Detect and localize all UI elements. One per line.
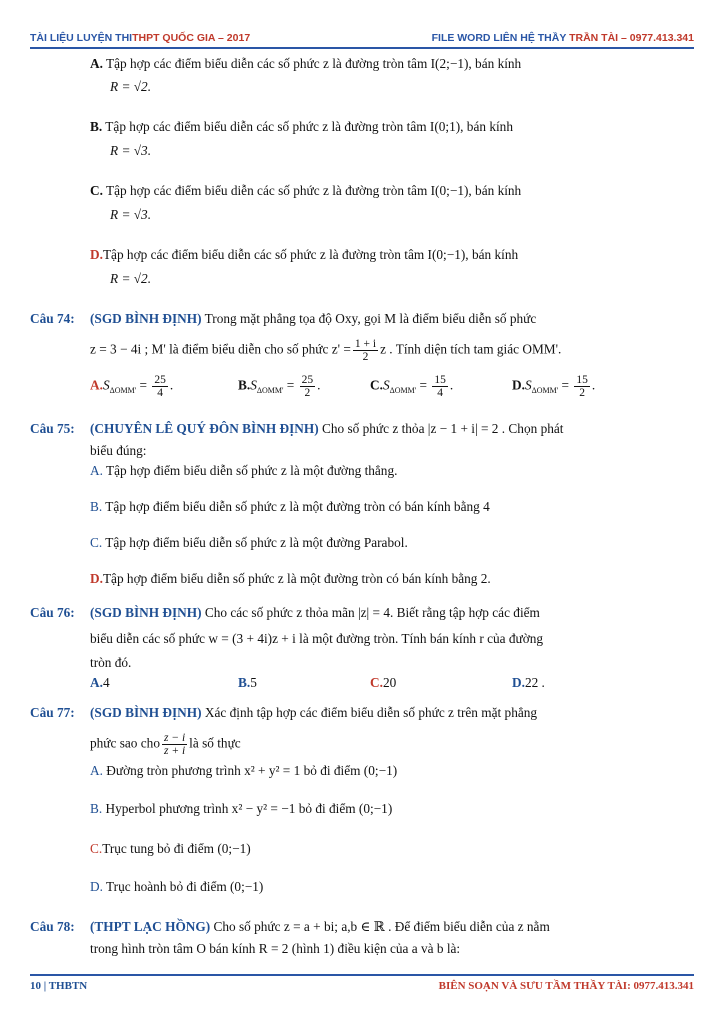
footer-page-number: 10 | THBTN — [30, 980, 88, 992]
header-divider — [30, 47, 694, 49]
q77-fraction: $\frac{z - i}{z + i}$ — [163, 732, 186, 757]
q77-option-b: B. Hyperbol phương trình x² − y² = −1 bỏ đi điểm (0;−1) — [90, 801, 393, 816]
q73-option-b: B. Tập hợp các điểm biểu diễn các số phức z là đường tròn tâm I(0;1), bán kính — [90, 119, 513, 134]
q74-label: Câu 74: — [30, 311, 75, 326]
q75-label: Câu 75: — [30, 421, 75, 436]
q76-line3: tròn đó. — [90, 655, 132, 670]
q73-option-a: A. Tập hợp các điểm biểu diễn các số phức z là đường tròn tâm I(2;−1), bán kính — [90, 56, 522, 71]
q74-line2: z = 3 − 4i ; M' là điểm biểu diễn cho số phức z' = $\frac{1 + i}{2}$ z . Tính diện tích tam giác OMM'. — [90, 338, 562, 363]
q77-line1: (SGD BÌNH ĐỊNH) Xác định tập hợp các điểm biểu diễn số phức z trên mặt phẳng — [90, 705, 538, 720]
q75-line1: (CHUYÊN LÊ QUÝ ĐÔN BÌNH ĐỊNH) Cho số phức z thỏa |z − 1 + i| = 2 . Chọn phát — [90, 421, 564, 436]
q75-option-a: A. Tập hợp điểm biểu diễn số phức z là một đường thẳng. — [90, 463, 398, 478]
q75-option-b: B. Tập hợp điểm biểu diễn số phức z là một đường tròn có bán kính bằng 4 — [90, 499, 490, 514]
q76-line1: (SGD BÌNH ĐỊNH) Cho các số phức z thỏa mãn |z| = 4. Biết rằng tập hợp các điểm — [90, 605, 540, 620]
q75-option-c: C. Tập hợp điểm biểu diễn số phức z là một đường Parabol. — [90, 535, 408, 550]
q74-option-d: $D.S_{\Delta OMM'}$ = $\frac{15}{2}$ . — [512, 374, 596, 399]
q77-option-c: C.Trục tung bỏ đi điểm (0;−1) — [90, 841, 251, 856]
q74-option-c: $C.S_{\Delta OMM'}$ = $\frac{15}{4}$ . — [370, 374, 454, 399]
q73-option-d: D.Tập hợp các điểm biểu diễn các số phức z là đường tròn tâm I(0;−1), bán kính — [90, 247, 519, 262]
q77-label: Câu 77: — [30, 705, 75, 720]
q74-fraction: $\frac{1 + i}{2}$ — [354, 338, 377, 363]
q75-line2: biểu đúng: — [90, 443, 147, 458]
q74-option-a: $A.S_{\Delta OMM'}$ = $\frac{25}{4}$ . — [90, 374, 174, 399]
q73-option-b-radius: R = √3. — [110, 143, 152, 158]
q76-option-a: A.4 — [90, 675, 110, 690]
q76-option-d: D.22 . — [512, 675, 545, 690]
q73-option-a-radius: R = √2. — [110, 79, 152, 94]
q73-option-c: C. Tập hợp các điểm biểu diễn các số phức z là đường tròn tâm I(0;−1), bán kính — [90, 183, 522, 198]
header-right: FILE WORD LIÊN HỆ THẦY TRẦN TÀI – 0977.413.341 — [431, 32, 694, 44]
q74-option-b: $B.S_{\Delta OMM'}$ = $\frac{25}{2}$ . — [238, 374, 321, 399]
q74-line1: (SGD BÌNH ĐỊNH) Trong mặt phẳng tọa độ Oxy, gọi M là điểm biểu diễn số phức — [90, 311, 537, 326]
header-left: TÀI LIỆU LUYỆN THITHPT QUỐC GIA – 2017 — [30, 32, 251, 44]
q76-option-b: B.5 — [238, 675, 257, 690]
q77-option-d: D. Trục hoành bỏ đi điểm (0;−1) — [90, 879, 264, 894]
q76-label: Câu 76: — [30, 605, 75, 620]
q78-line1: (THPT LẠC HỒNG) Cho số phức z = a + bi; a,b ∈ ℝ . Để điểm biểu diễn của z nằm — [90, 919, 550, 934]
q73-option-d-radius: R = √2. — [110, 271, 152, 286]
q76-line2: biểu diễn các số phức w = (3 + 4i)z + i là một đường tròn. Tính bán kính r của đường — [90, 631, 544, 646]
footer-divider — [30, 974, 694, 976]
q77-line2: phức sao cho $\frac{z - i}{z + i}$ là số thực — [90, 732, 241, 757]
q73-option-c-radius: R = √3. — [110, 207, 152, 222]
q78-line2: trong hình tròn tâm O bán kính R = 2 (hình 1) điều kiện của a và b là: — [90, 941, 461, 956]
footer-credit: BIÊN SOẠN VÀ SƯU TẦM THẦY TÀI: 0977.413.341 — [438, 980, 694, 992]
page-header — [30, 32, 694, 48]
q76-option-c: C.20 — [370, 675, 397, 690]
q77-option-a: A. Đường tròn phương trình x² + y² = 1 bỏ đi điểm (0;−1) — [90, 763, 398, 778]
q75-option-d: D.Tập hợp điểm biểu diễn số phức z là một đường tròn có bán kính bằng 2. — [90, 571, 491, 586]
q78-label: Câu 78: — [30, 919, 75, 934]
